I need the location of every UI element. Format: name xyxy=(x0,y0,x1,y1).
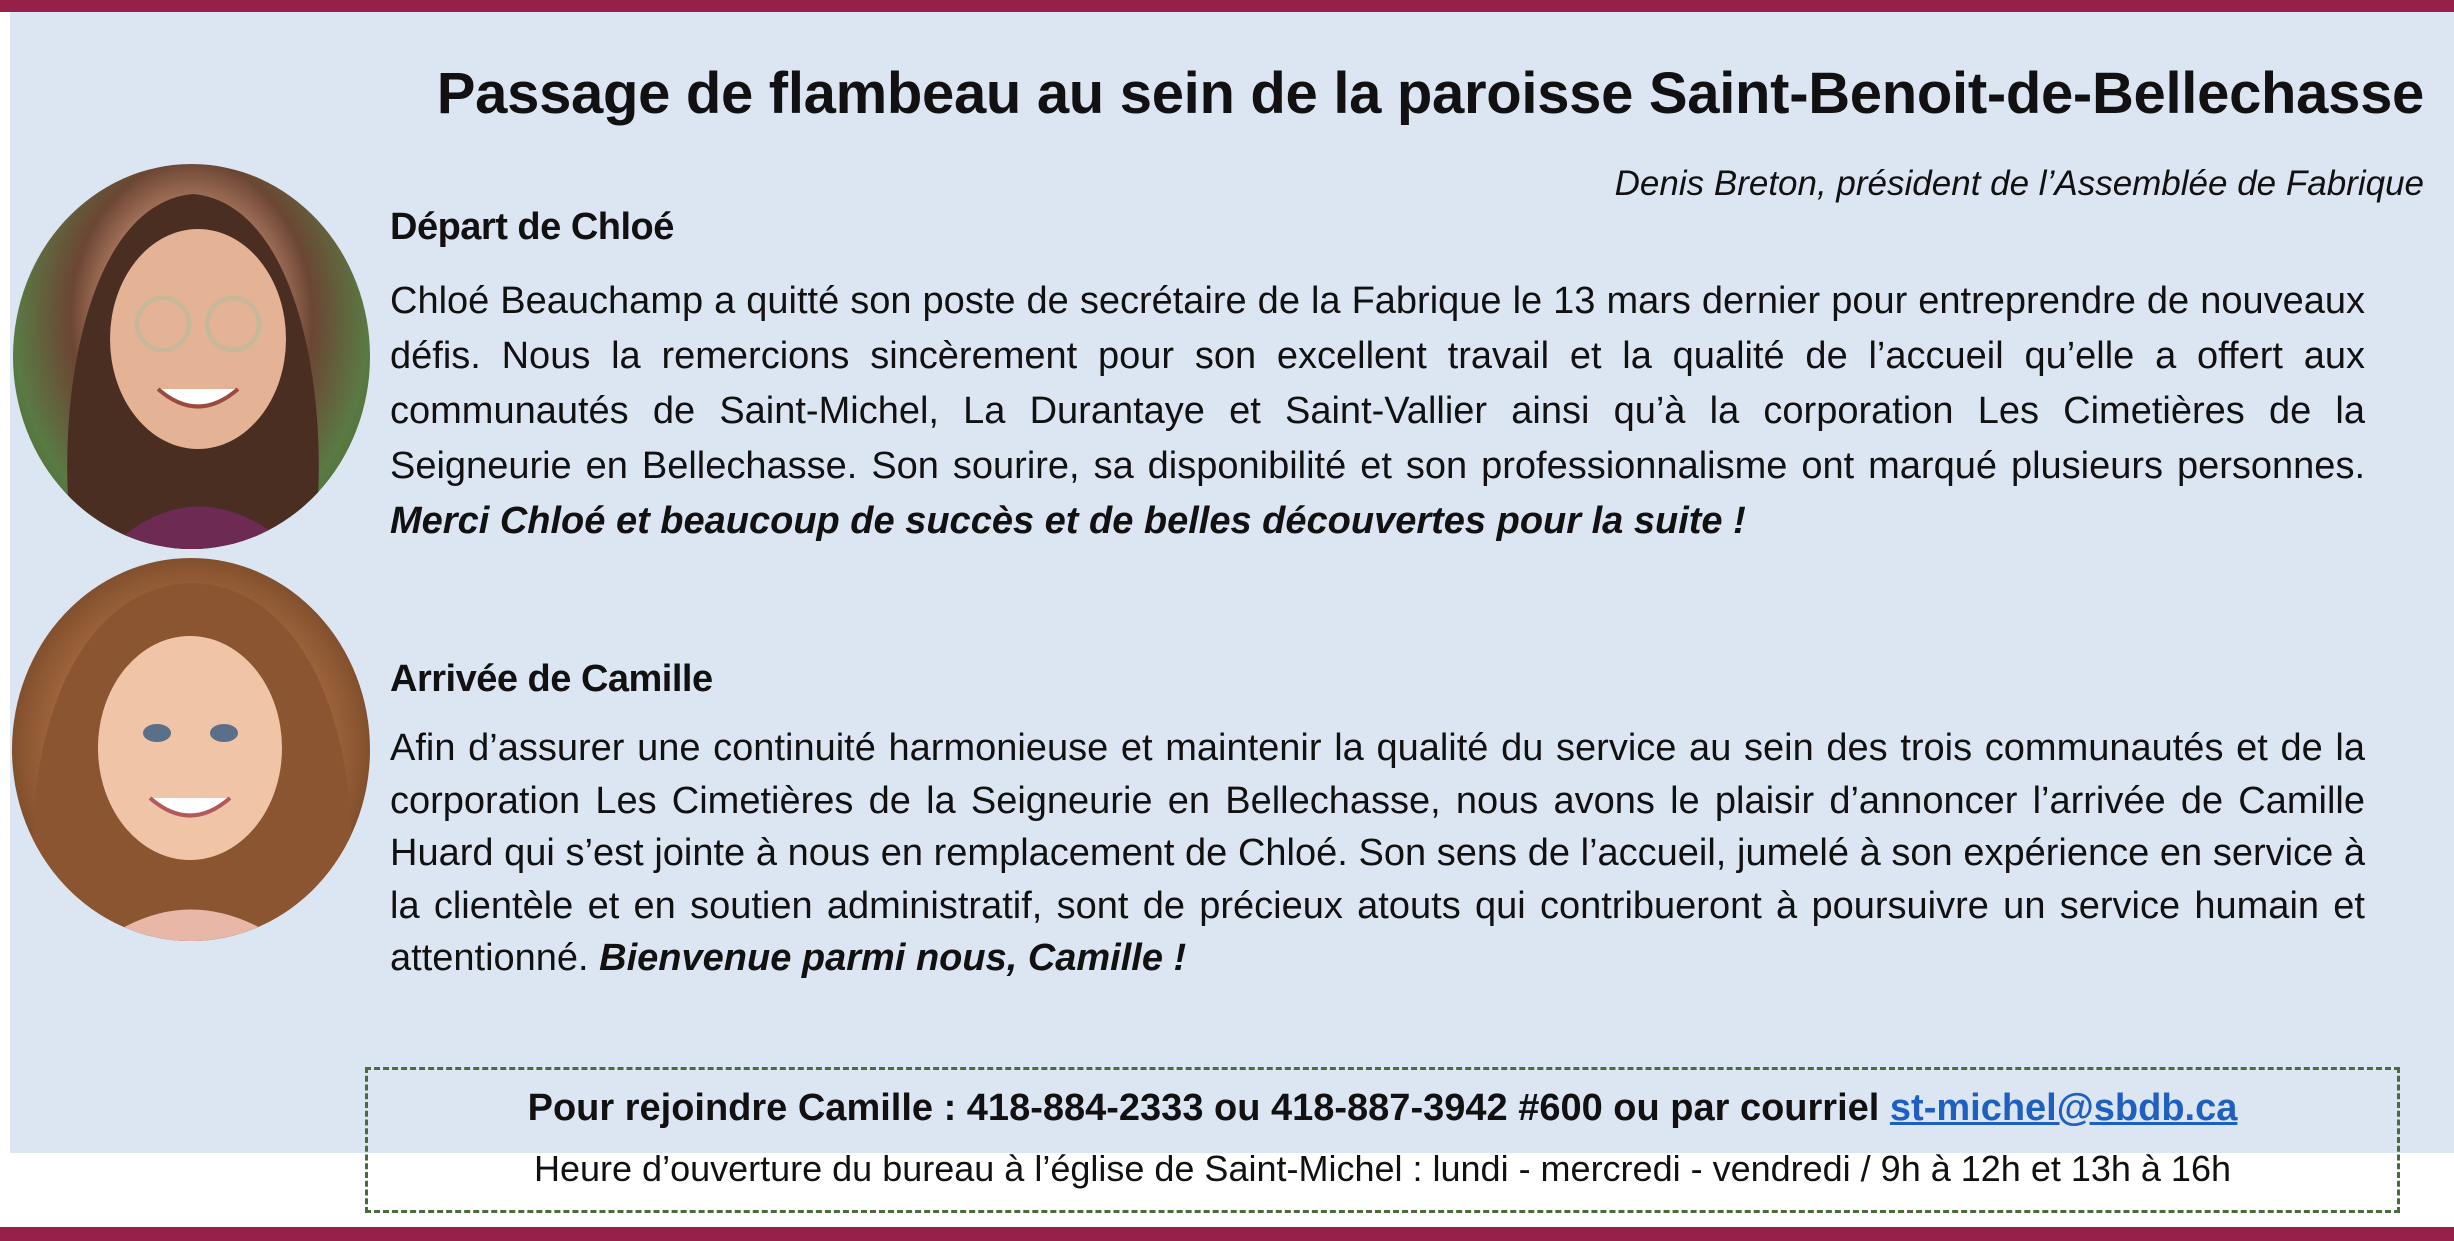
section-body-depart-emphasis: Merci Chloé et beaucoup de succès et de belles découvertes pour la suite ! xyxy=(390,500,1746,542)
section-title-arrivee: Arrivée de Camille xyxy=(390,658,713,700)
author-byline: Denis Breton, président de l’Assemblée de Fabrique xyxy=(1614,164,2424,203)
chloe-portrait-image xyxy=(13,164,370,549)
contact-line xyxy=(0,1087,2400,1130)
section-body-depart-text: Chloé Beauchamp a quitté son poste de secrétaire de la Fabrique le 13 mars dernier pour entreprendre de nouveaux défis. Nous la remercions sincèrement pour son excellent travail et la qualité de l’accueil qu’elle a offert aux communautés de Saint-Michel, La Durantaye et Saint-Vallier ainsi qu’à la corporation Les Cimetières de la Seigneurie en Bellechasse. Son sourire, sa disponibilité et son professionnalisme ont marqué plusieurs personnes. xyxy=(390,280,2365,487)
section-body-arrivee-text: Afin d’assurer une continuité harmonieuse et maintenir la qualité du service au sein des trois communautés et de la corporation Les Cimetières de la Seigneurie en Bellechasse, nous avons le plaisir d’annoncer l’arrivée de Camille Huard qui s’est jointe à nous en remplacement de Chloé. Son sens de l’accueil, jumelé à son expérience en service à la clientèle et en soutien administratif, sont de précieux atouts qui contribueront à poursuivre un service humain et attentionné. xyxy=(390,727,2365,979)
office-hours: Heure d’ouverture du bureau à l’église de Saint-Michel : lundi - mercredi - vendredi / 9h à 12h et 13h à 16h xyxy=(534,1148,2231,1189)
section-body-arrivee-emphasis: Bienvenue parmi nous, Camille ! xyxy=(599,937,1187,979)
chloe-photo xyxy=(13,164,370,549)
bottom-accent-bar xyxy=(0,1227,2454,1241)
email-link[interactable]: st-michel@sbdb.ca xyxy=(1889,1087,2238,1129)
camille-portrait-image xyxy=(12,558,370,941)
page-title: Passage de flambeau au sein de la paroisse Saint-Benoit-de-Bellechasse xyxy=(436,61,2424,126)
section-title-depart: Départ de Chloé xyxy=(390,206,674,248)
top-accent-bar xyxy=(0,0,2454,12)
section-body-depart xyxy=(390,274,2365,549)
contact-line-text: Pour rejoindre Camille : 418-884-2333 ou 418-887-3942 #600 ou par courriel xyxy=(527,1087,1890,1129)
camille-photo xyxy=(12,558,370,941)
section-body-arrivee xyxy=(390,722,2365,985)
